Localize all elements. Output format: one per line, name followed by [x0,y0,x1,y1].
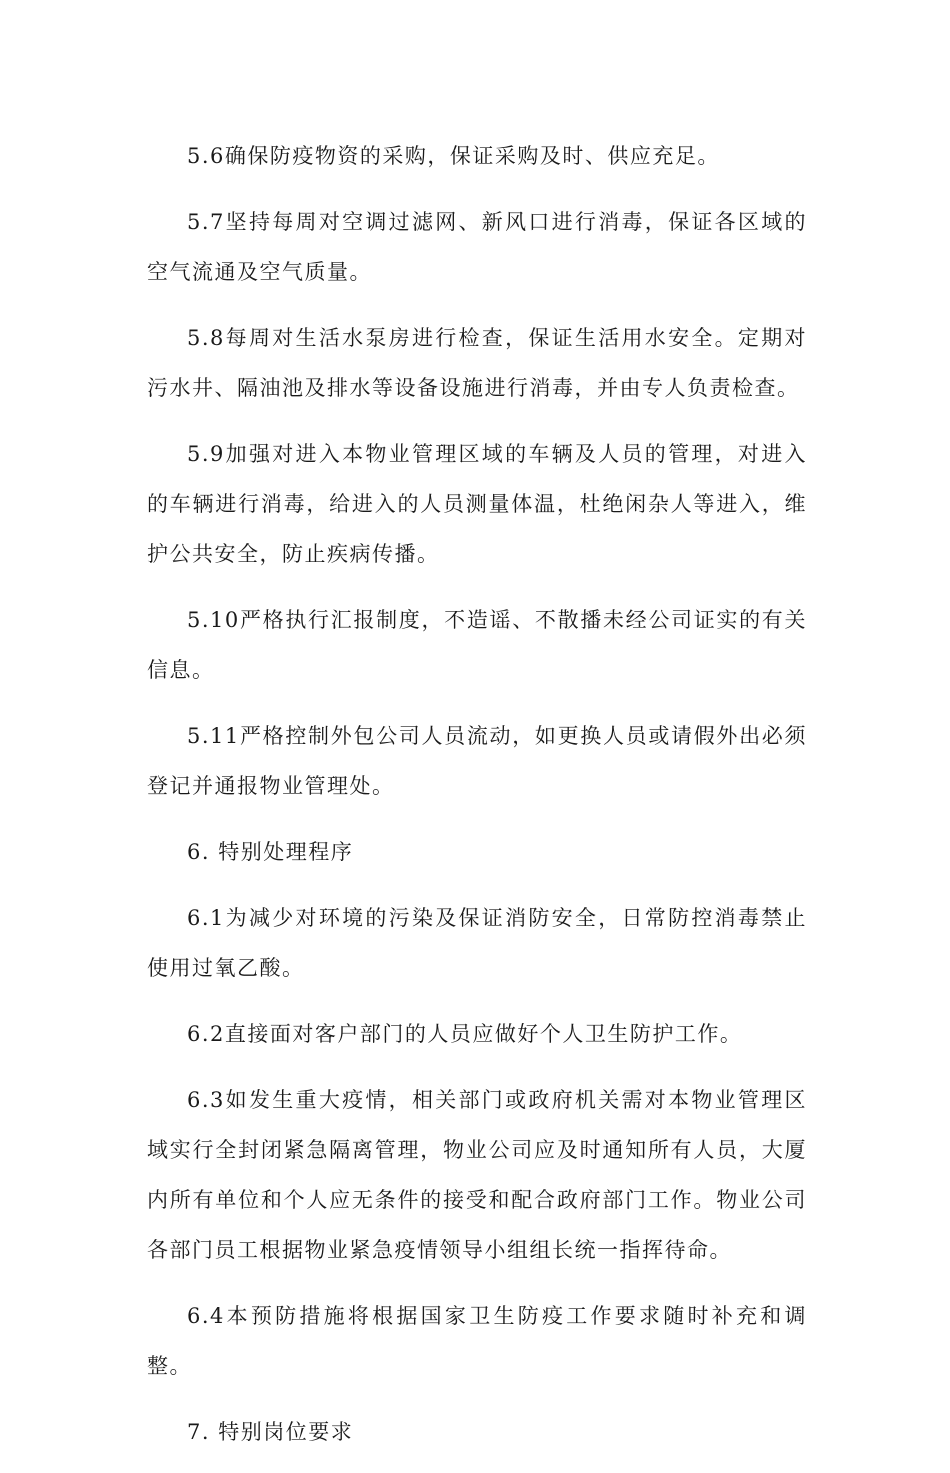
section-heading-7: 7. 特别岗位要求 [187,1420,354,1444]
paragraph-5-11: 5.11严格控制外包公司人员流动，如更换人员或请假外出必须登记并通报物业管理处。 [147,724,807,798]
paragraph-6-2: 6.2直接面对客户部门的人员应做好个人卫生防护工作。 [187,1022,743,1046]
paragraph-5-7: 5.7坚持每周对空调过滤网、新风口进行消毒，保证各区域的空气流通及空气质量。 [147,210,807,284]
paragraph-5-9: 5.9加强对进入本物业管理区域的车辆及人员的管理，对进入的车辆进行消毒，给进入的人员测量体温，杜绝闲杂人等进入，维护公共安全，防止疾病传播。 [147,442,807,566]
paragraph-6-3: 6.3如发生重大疫情，相关部门或政府机关需对本物业管理区域实行全封闭紧急隔离管理，物业公司应及时通知所有人员，大厦内所有单位和个人应无条件的接受和配合政府部门工作。物业公司各部门员工根据物业紧急疫情领导小组组长统一指挥待命。 [147,1088,807,1262]
paragraph-6-1: 6.1为减少对环境的污染及保证消防安全，日常防控消毒禁止使用过氧乙酸。 [147,906,807,980]
paragraph-5-10: 5.10严格执行汇报制度，不造谣、不散播未经公司证实的有关信息。 [147,608,807,682]
paragraph-5-6: 5.6确保防疫物资的采购，保证采购及时、供应充足。 [187,144,720,168]
document-body [147,131,807,1473]
paragraph-6-4: 6.4本预防措施将根据国家卫生防疫工作要求随时补充和调整。 [147,1304,807,1378]
section-heading-6: 6. 特别处理程序 [187,840,354,864]
paragraph-5-8: 5.8每周对生活水泵房进行检查，保证生活用水安全。定期对污水井、隔油池及排水等设备设施进行消毒，并由专人负责检查。 [147,326,807,400]
